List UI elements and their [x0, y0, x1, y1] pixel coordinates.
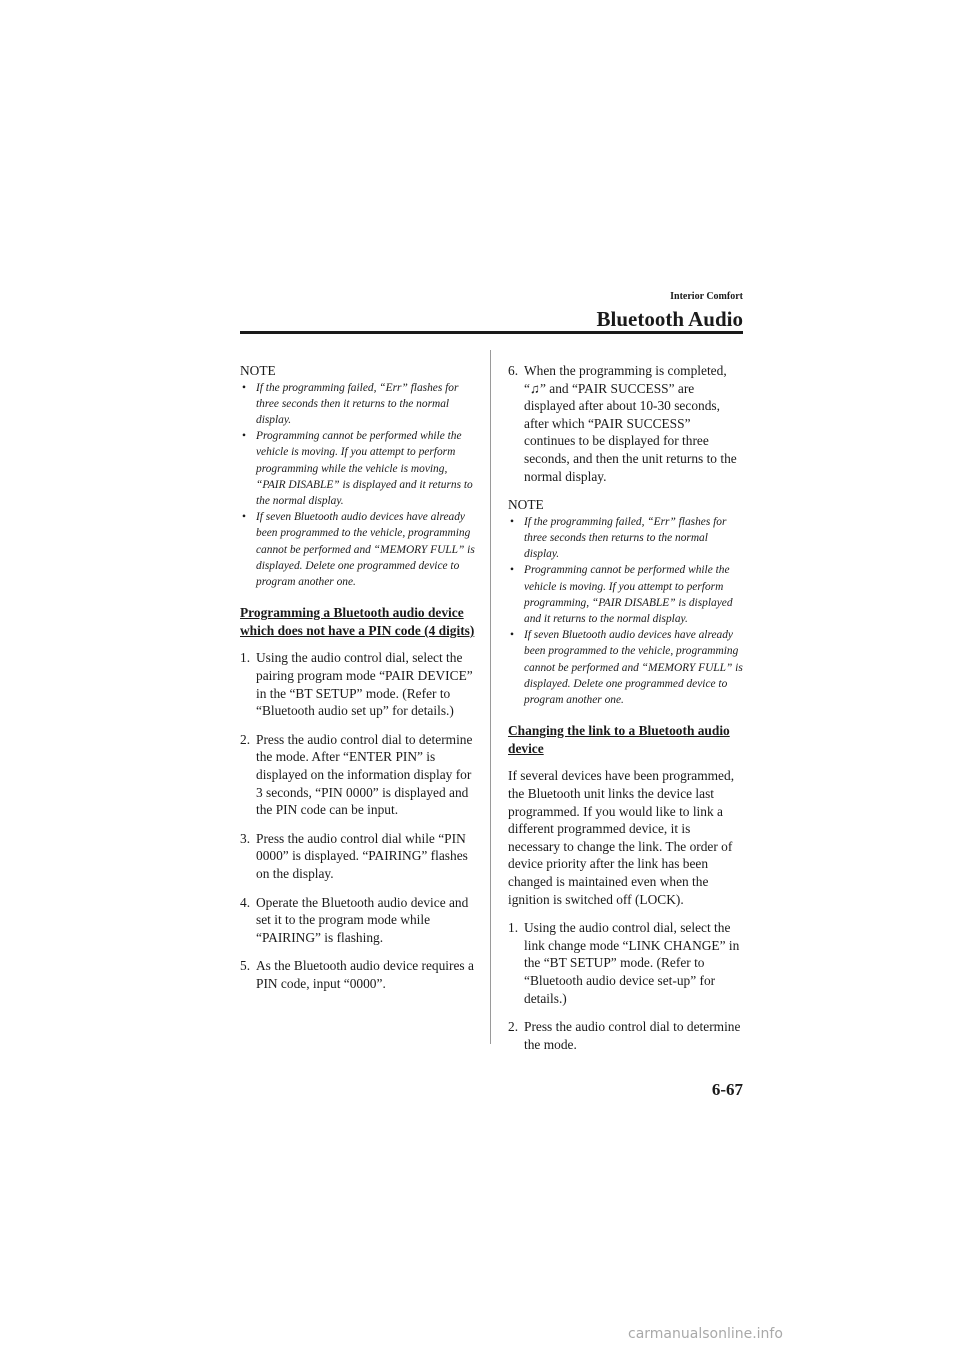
- step-text: As the Bluetooth audio device requires a PIN code, input “0000”.: [256, 958, 474, 991]
- step-item: [508, 362, 743, 485]
- left-column: [240, 362, 475, 1004]
- step-item: [508, 1018, 743, 1053]
- note-list: [508, 514, 743, 708]
- step-text: Press the audio control dial to determine the mode.: [524, 1019, 741, 1052]
- step-item: [240, 731, 475, 819]
- step-number: 2.: [508, 1019, 519, 1035]
- chapter-label: Interior Comfort: [670, 291, 743, 302]
- header-rule: [240, 331, 743, 334]
- step-number: 1.: [240, 650, 251, 666]
- step-text-start: When the programming is completed, “: [524, 363, 727, 396]
- step-text-end: ” and “PAIR SUCCESS” are displayed after about 10-30 seconds, after which “PAIR SUCCESS” continues to be displayed for three seconds, and then the unit returns to the normal display.: [524, 380, 737, 484]
- note-item: • Programming cannot be performed while the vehicle is moving. If you attempt to perform programming while the vehicle is moving, “PAIR DISABLE” is displayed and it returns to the normal display.: [240, 428, 475, 509]
- step-number: 3.: [240, 830, 251, 846]
- step-item: [240, 649, 475, 719]
- step-text: Operate the Bluetooth audio device and set it to the program mode while “PAIRING” is flashing.: [256, 894, 469, 945]
- step-number: 1.: [508, 920, 519, 936]
- step-list: [508, 919, 743, 1053]
- body-paragraph: If several devices have been programmed, the Bluetooth unit links the device last programmed. If you would like to link a different programmed device, it is necessary to change the link. The order of device priority after the link has been changed is maintained even when the ignition is switched off (LOCK).: [508, 768, 735, 907]
- section-heading: Changing the link to a Bluetooth audio device: [508, 723, 730, 756]
- page-number: 6-67: [711, 1080, 743, 1099]
- note-item: • If seven Bluetooth audio devices have already been programmed to the vehicle, programming cannot be performed and “MEMORY FULL” is displayed. Delete one programmed device to program another one.: [240, 509, 475, 590]
- step-number: 5.: [240, 958, 251, 974]
- note-label: NOTE: [240, 363, 276, 378]
- step-list: [508, 362, 743, 485]
- note-label: NOTE: [508, 497, 544, 513]
- page-title: Bluetooth Audio: [596, 307, 743, 331]
- step-list: [240, 649, 475, 992]
- step-item: [240, 894, 475, 947]
- right-column: [508, 362, 743, 1064]
- step-item: [508, 919, 743, 1007]
- step-text: Using the audio control dial, select the link change mode “LINK CHANGE” in the “BT SETUP” mode. (Refer to “Bluetooth audio device set-up” for details.): [524, 920, 740, 1006]
- step-number: 6.: [508, 363, 519, 378]
- step-item: [240, 957, 475, 992]
- step-text: Press the audio control dial while “PIN 0000” is displayed. “PAIRING” flashes on the display.: [256, 830, 468, 881]
- note-item: • Programming cannot be performed while the vehicle is moving. If you attempt to perform programming, “PAIR DISABLE” is displayed and it returns to the normal display.: [508, 562, 743, 627]
- note-list: [240, 380, 475, 591]
- note-item: • If the programming failed, “Err” flashes for three seconds then it returns to the normal display.: [240, 380, 475, 429]
- step-number: 2.: [240, 731, 251, 747]
- step-text: Press the audio control dial to determine the mode. After “ENTER PIN” is displayed on the information display for 3 seconds, “PIN 0000” is displayed and the PIN code can be input.: [256, 731, 473, 818]
- music-note-icon: ♫: [529, 380, 540, 396]
- page-header: [240, 290, 743, 332]
- section-heading: Programming a Bluetooth audio device which does not have a PIN code (4 digits): [240, 605, 475, 638]
- note-item: • If seven Bluetooth audio devices have already been programmed to the vehicle, programming cannot be performed and “MEMORY FULL” is displayed. Delete one programmed device to program another one.: [508, 627, 743, 708]
- step-item: [240, 830, 475, 883]
- step-text: Using the audio control dial, select the pairing program mode “PAIR DEVICE” in the “BT SETUP” mode. (Refer to “Bluetooth audio set up” for details.): [256, 650, 473, 719]
- step-number: 4.: [240, 894, 251, 910]
- note-item: • If the programming failed, “Err” flashes for three seconds then returns to the normal display.: [508, 514, 743, 563]
- watermark: carmanualsonline.info: [628, 1326, 783, 1342]
- column-divider: [490, 350, 491, 1044]
